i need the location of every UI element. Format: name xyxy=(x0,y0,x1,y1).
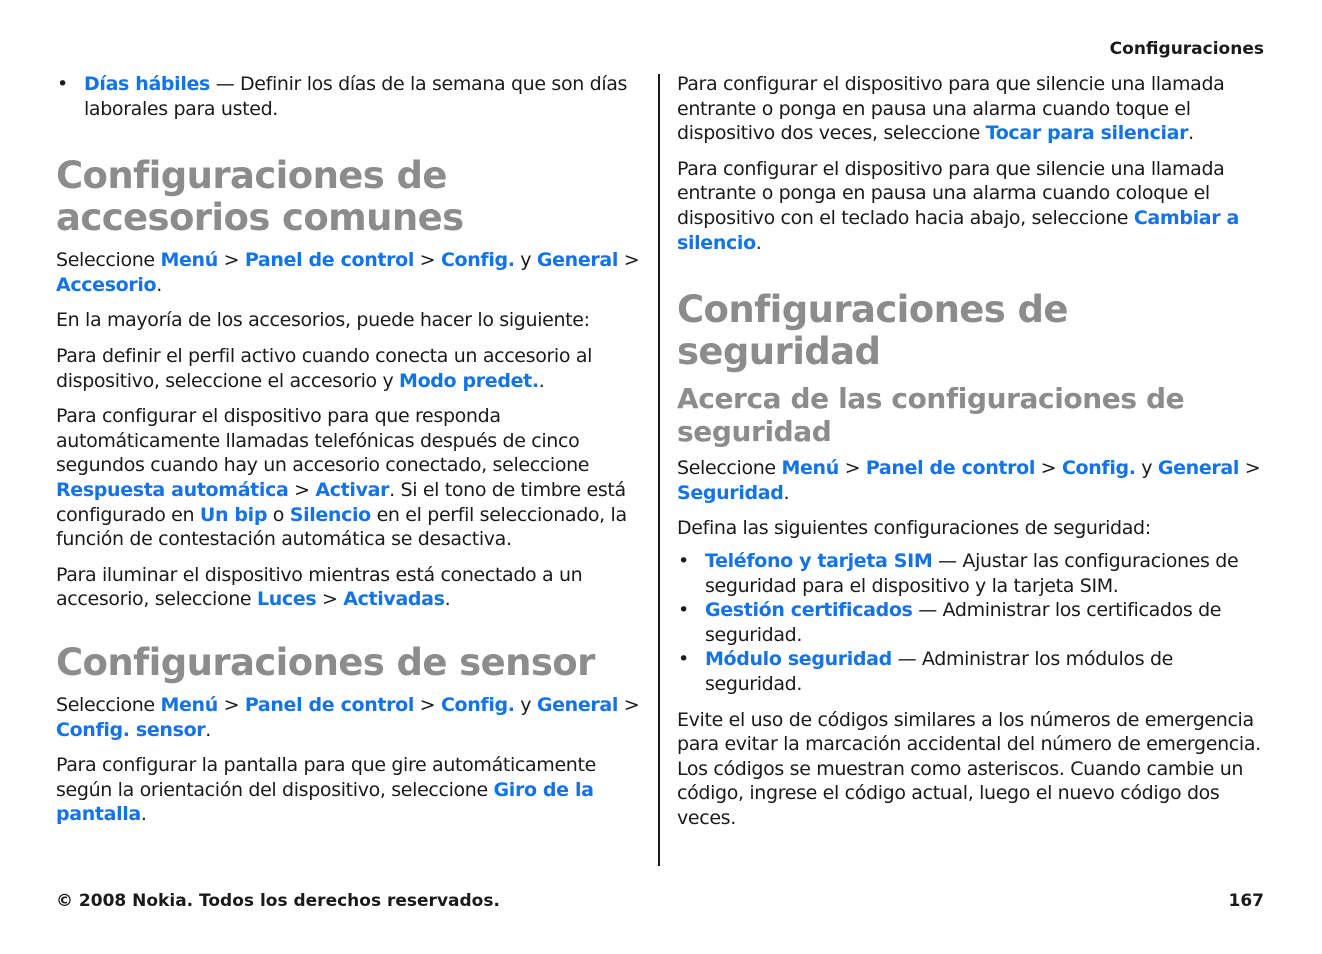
workdays-bullet-list xyxy=(56,72,646,121)
link-general[interactable]: General xyxy=(1157,457,1240,480)
link-config[interactable]: Config. xyxy=(440,693,515,716)
running-header: Configuraciones xyxy=(1109,39,1264,59)
text: . Si el tono de timbre está configurado en xyxy=(56,478,626,526)
text: o xyxy=(267,503,290,526)
link-general[interactable]: General xyxy=(536,693,619,716)
separator: > xyxy=(1239,457,1261,480)
paragraph xyxy=(56,753,646,827)
text: — Definir los días de la semana que son días laborales para usted. xyxy=(84,73,628,120)
link-gestion-certificados[interactable]: Gestión certificados xyxy=(705,599,913,622)
separator: > xyxy=(618,693,640,716)
link-tocar-para-silenciar[interactable]: Tocar para silenciar xyxy=(985,122,1189,145)
heading-sensor: Configuraciones de sensor xyxy=(56,640,595,684)
heading-security: Configuraciones de seguridad xyxy=(677,288,1068,374)
text: . xyxy=(444,588,451,611)
menu-path-security xyxy=(677,456,1267,505)
text: y xyxy=(514,249,537,272)
link-config[interactable]: Config. xyxy=(1061,457,1136,480)
page-number: 167 xyxy=(1228,891,1264,911)
text: Seleccione xyxy=(56,693,161,716)
paragraph xyxy=(56,404,646,552)
link-config[interactable]: Config. xyxy=(440,249,515,272)
text: Para configurar el dispositivo para que silencie una llamada entrante o ponga en pausa una alarma cuando coloque el dispositivo con el teclado hacia abajo, seleccione xyxy=(677,157,1225,229)
text: Para configurar la pantalla para que gire automáticamente según la orientación del dispositivo, seleccione xyxy=(56,754,596,801)
text: . xyxy=(1188,122,1194,145)
separator: > xyxy=(838,457,866,480)
text: en el perfil seleccionado, la función de contestación automática se desactiva. xyxy=(56,503,627,551)
separator: > xyxy=(413,693,441,716)
text: . xyxy=(140,803,147,826)
link-telefono-y-tarjeta-sim[interactable]: Teléfono y tarjeta SIM xyxy=(705,549,933,572)
paragraph: En la mayoría de los accesorios, puede hacer lo siguiente: xyxy=(56,309,590,332)
text: Para definir el perfil activo cuando conecta un accesorio al dispositivo, seleccione el accesorio y xyxy=(56,344,593,392)
menu-path-sensor xyxy=(56,693,646,742)
separator: > xyxy=(288,478,316,501)
text: . xyxy=(783,481,790,504)
link-menu[interactable]: Menú xyxy=(160,249,218,272)
link-modulo-seguridad[interactable]: Módulo seguridad xyxy=(705,648,892,671)
link-luces[interactable]: Luces xyxy=(256,588,317,611)
link-silencio[interactable]: Silencio xyxy=(289,503,371,526)
separator: > xyxy=(217,693,245,716)
paragraph xyxy=(56,344,646,393)
text: . xyxy=(538,369,545,392)
text: — Administrar los certificados de seguridad. xyxy=(705,599,1222,646)
paragraph xyxy=(677,72,1267,146)
security-options-list xyxy=(677,549,1267,697)
text: Seleccione xyxy=(56,249,161,272)
link-un-bip[interactable]: Un bip xyxy=(199,503,268,526)
text: . xyxy=(205,718,211,741)
left-column xyxy=(56,72,646,838)
heading-accessories: Configuraciones de accesorios comunes xyxy=(56,154,464,240)
text: — Administrar los módulos de seguridad. xyxy=(705,648,1173,695)
text: Para configurar el dispositivo para que responda automáticamente llamadas telefónicas después de cinco segundos cuando hay un accesorio conectado, seleccione xyxy=(56,405,590,477)
link-respuesta-automatica[interactable]: Respuesta automática xyxy=(56,478,289,501)
text: y xyxy=(514,693,537,716)
paragraph xyxy=(56,563,646,612)
subheading-about-security: Acerca de las configuraciones de seguridad xyxy=(677,382,1185,449)
paragraph xyxy=(677,157,1267,255)
link-modo-predet[interactable]: Modo predet. xyxy=(399,369,539,392)
separator: > xyxy=(217,249,245,272)
link-config-sensor[interactable]: Config. sensor xyxy=(56,718,206,741)
link-cambiar-a-silencio[interactable]: Cambiar a silencio xyxy=(677,206,1239,254)
separator: > xyxy=(316,588,344,611)
separator: > xyxy=(413,249,441,272)
link-panel-de-control[interactable]: Panel de control xyxy=(244,249,414,272)
text: Seleccione xyxy=(677,457,782,480)
text: . xyxy=(156,273,162,296)
separator: > xyxy=(618,249,640,272)
text: Para iluminar el dispositivo mientras está conectado a un accesorio, seleccione xyxy=(56,563,583,611)
text: . xyxy=(755,231,762,254)
column-divider xyxy=(658,74,660,866)
right-column xyxy=(677,72,1267,841)
link-menu[interactable]: Menú xyxy=(781,457,839,480)
link-menu[interactable]: Menú xyxy=(160,693,218,716)
link-panel-de-control[interactable]: Panel de control xyxy=(244,693,414,716)
list-item xyxy=(56,72,646,121)
link-activar[interactable]: Activar xyxy=(315,478,390,501)
list-item xyxy=(677,598,1267,647)
text: y xyxy=(1135,457,1158,480)
link-general[interactable]: General xyxy=(536,249,619,272)
link-dias-habiles[interactable]: Días hábiles xyxy=(84,73,210,95)
footer-copyright: © 2008 Nokia. Todos los derechos reservados. xyxy=(56,891,500,911)
text: Para configurar el dispositivo para que silencie una llamada entrante o ponga en pausa una alarma cuando toque el dispositivo dos veces, seleccione xyxy=(677,73,1225,145)
link-panel-de-control[interactable]: Panel de control xyxy=(865,457,1035,480)
list-item xyxy=(677,549,1267,598)
link-seguridad[interactable]: Seguridad xyxy=(677,481,784,504)
link-accesorio[interactable]: Accesorio xyxy=(56,273,157,296)
separator: > xyxy=(1034,457,1062,480)
link-activadas[interactable]: Activadas xyxy=(343,588,445,611)
list-item xyxy=(677,647,1267,696)
text: — Ajustar las configuraciones de seguridad para el dispositivo y la tarjeta SIM. xyxy=(705,549,1239,597)
link-giro-de-la-pantalla[interactable]: Giro de la pantalla xyxy=(56,778,594,826)
menu-path-accessories xyxy=(56,248,646,297)
paragraph: Defina las siguientes configuraciones de seguridad: xyxy=(677,517,1151,540)
paragraph: Evite el uso de códigos similares a los números de emergencia para evitar la marcación accidental del número de emergencia. Los códigos se muestran como asteriscos. Cuando cambie un código, ingrese el código actual, luego el nuevo código dos veces. xyxy=(677,708,1261,829)
